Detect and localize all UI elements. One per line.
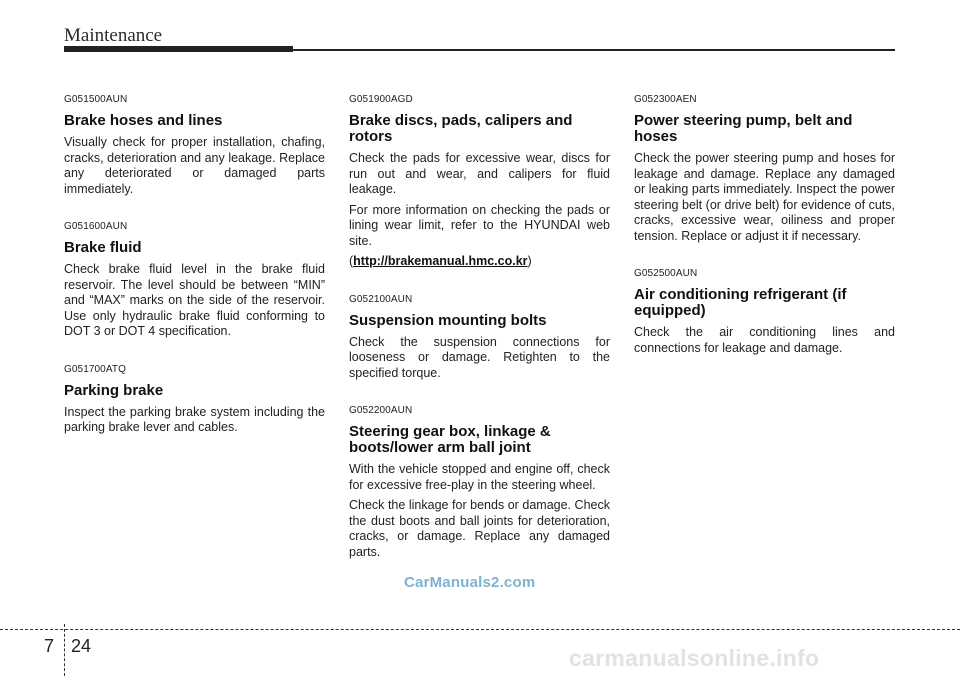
section-brake-fluid	[64, 221, 325, 340]
header-rule-thick	[64, 46, 293, 52]
column-right	[634, 94, 895, 380]
section-heading: Brake discs, pads, calipers and rotors	[349, 112, 573, 145]
section-code: G051500AUN	[64, 94, 128, 105]
brakemanual-link[interactable]: http://brakemanual.hmc.co.kr	[353, 254, 528, 268]
section-parking-brake	[64, 364, 325, 436]
column-left	[64, 94, 325, 460]
section-paragraph: Check the power steering pump and hoses for leakage and damage. Replace any damaged or leaking parts immediately. Inspect the power steering belt (or drive belt) for evidence of cuts, cracks, excessive wear, oiliness and proper tension. Replace or adjust it if necessary.	[634, 151, 895, 243]
section-power-steering	[634, 94, 895, 244]
section-paragraph: Check brake fluid level in the brake fluid reservoir. The level should be between “MIN” and “MAX” marks on the side of the reservoir. Use only hydraulic brake fluid conforming to DOT 3 or DOT 4 specification.	[64, 262, 325, 338]
section-code: G051600AUN	[64, 221, 128, 232]
web-link-line	[349, 254, 610, 270]
section-paragraph: Inspect the parking brake system including the parking brake lever and cables.	[64, 404, 325, 434]
section-code: G051900AGD	[349, 94, 413, 105]
header-rule-thin	[293, 49, 895, 51]
section-heading: Brake fluid	[64, 239, 142, 256]
section-heading: Power steering pump, belt and hoses	[634, 112, 853, 145]
section-heading: Suspension mounting bolts	[349, 311, 547, 329]
section-paragraph: For more information on checking the pads or lining wear limit, refer to the HYUNDAI web site.	[349, 202, 610, 248]
section-ac-refrigerant	[634, 268, 895, 356]
section-steering-gear	[349, 405, 610, 560]
section-code: G052200AUN	[349, 405, 413, 416]
section-heading: Steering gear box, linkage & boots/lower arm ball joint	[349, 423, 551, 456]
page-header-title: Maintenance	[64, 25, 163, 46]
section-suspension-bolts	[349, 294, 610, 382]
section-heading: Parking brake	[64, 381, 164, 399]
section-brake-discs	[349, 94, 610, 270]
section-brake-hoses	[64, 94, 325, 197]
source-watermark: carmanualsonline.info	[569, 645, 820, 671]
section-heading: Brake hoses and lines	[64, 112, 223, 129]
section-paragraph: With the vehicle stopped and engine off, check for excessive free-play in the steering wheel.	[349, 462, 610, 492]
carmanuals-watermark: CarManuals2.com	[404, 574, 536, 591]
footer-dashed-divider	[64, 624, 65, 676]
section-paragraph: Check the linkage for bends or damage. Check the dust boots and ball joints for deterioration, cracks, or damage. Replace any damaged parts.	[349, 498, 610, 559]
section-code: G052100AUN	[349, 293, 413, 305]
section-paragraph: Visually check for proper installation, chafing, cracks, deterioration and any leakage. Replace any deteriorated or damaged parts immediately.	[64, 135, 325, 196]
section-code: G052300AEN	[634, 94, 697, 105]
section-paragraph: Check the pads for excessive wear, discs for run out and wear, and calipers for fluid leakage.	[349, 151, 610, 196]
link-close-paren: )	[527, 254, 532, 268]
section-heading: Air conditioning refrigerant (if equipped)	[634, 286, 847, 319]
section-code: G051700ATQ	[64, 363, 126, 375]
section-paragraph: Check the suspension connections for looseness or damage. Retighten to the specified torque.	[349, 334, 610, 380]
section-paragraph: Check the air conditioning lines and connections for leakage and damage.	[634, 325, 895, 355]
column-middle	[349, 94, 610, 584]
section-code: G052500AUN	[634, 268, 698, 279]
footer-dashed-rule	[0, 629, 960, 630]
link-open-paren: (	[349, 254, 354, 268]
chapter-number: 7	[44, 636, 55, 656]
page-number: 24	[71, 636, 92, 656]
